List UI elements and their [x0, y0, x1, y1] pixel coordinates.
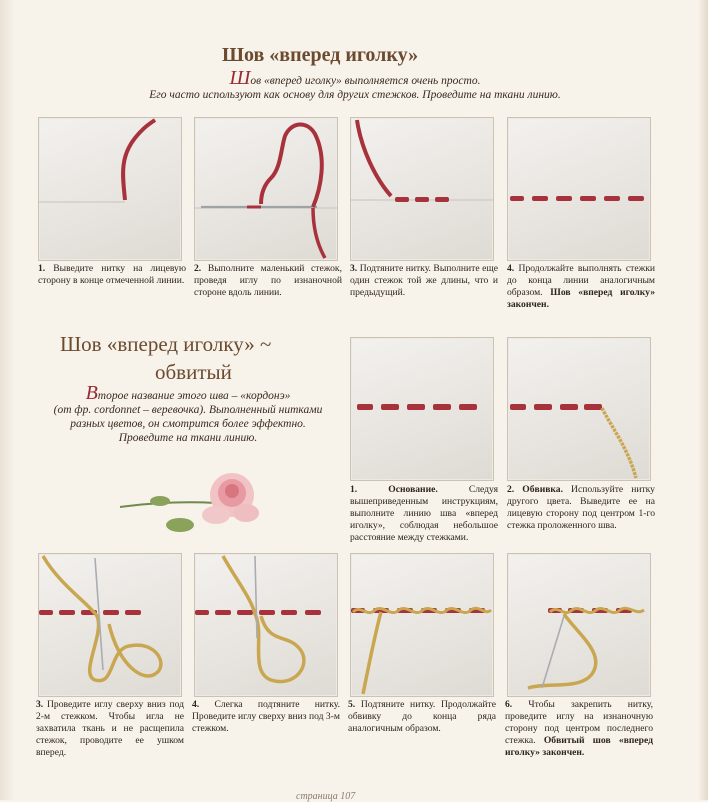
caption-base-step1-lead: Основание. [388, 484, 438, 495]
caption-base-step1 [350, 484, 498, 544]
section2-intro-line3: разных цветов, он смотрится более эффектно. [70, 418, 306, 430]
caption-wrap-step5-text: Подтяните нитку. Продолжайте обвивку до конца ряда аналогичным образом. [348, 699, 496, 734]
caption-step2-num: 2. [194, 263, 202, 274]
caption-base-step1-num: 1. [350, 484, 358, 495]
page-footer: страница 107 [296, 791, 356, 802]
caption-wrap-step3-num: 3. [36, 699, 44, 710]
section2-title-line1: Шов «вперед иголку» ~ [60, 332, 272, 356]
section2-intro-line2: (от фр. cordonnet – веревочка). Выполненный нитками [53, 404, 323, 416]
caption-wrap-step2-lead: Обвивка. [522, 484, 563, 495]
section2-title-line2: обвитый [155, 360, 232, 384]
section2-intro-line4: Проведите на ткани линию. [118, 432, 258, 444]
caption-step1-num: 1. [38, 263, 46, 274]
caption-step4-bold: Шов «вперед иголку» закончен. [507, 287, 655, 310]
caption-wrap-step5 [348, 699, 496, 735]
page-edge-left [0, 0, 14, 800]
section1-intro-line1: ов «вперед иголку» выполняется очень просто. [250, 75, 481, 87]
section2-intro-line1: торое название этого шва – «кордонэ» [97, 390, 291, 402]
caption-step3-text: Подтяните нитку. Выполните еще один стежок той же длины, что и предыдущий. [350, 263, 498, 298]
caption-wrap-step3-text: Проведите иглу сверху вниз под 2-м стежком. Чтобы игла не захватила ткань и не расщепила стежок, проводите ее ушком вперед. [36, 699, 184, 758]
caption-base-step1-text: Следуя вышеприведенным инструкциям, выполните линию шва «вперед иголку», соблюдая небольшое расстояние между стежками. [350, 484, 498, 543]
caption-step2 [194, 263, 342, 299]
caption-step2-text: Выполните маленький стежок, проведя иглу по изнаночной стороне вдоль линии. [194, 263, 342, 298]
caption-wrap-step6-bold: Обвитый шов «вперед иголку» закончен. [505, 735, 654, 758]
section1-title: Шов «вперед иголку» [222, 44, 419, 66]
rose-image [120, 463, 270, 553]
caption-wrap-step2-num: 2. [507, 484, 515, 495]
caption-step4-num: 4. [507, 263, 515, 274]
page-edge-right [698, 0, 708, 800]
photo-base-step1 [350, 337, 494, 481]
caption-step4-text: Продолжайте выполнять стежки до конца линии аналогичным образом. [507, 263, 655, 298]
caption-step4 [507, 263, 655, 311]
caption-step1-text: Выведите нитку на лицевую сторону в конце отмеченной линии. [38, 263, 186, 286]
caption-wrap-step5-num: 5. [348, 699, 356, 710]
photo-step1 [38, 117, 182, 261]
photo-wrap-step5 [350, 553, 494, 697]
caption-step3-num: 3. [350, 263, 358, 274]
caption-wrap-step2-text: Используйте нитку другого цвета. Выведите ее на лицевую сторону под центром 1-го стежка проложенного шва. [507, 484, 655, 531]
photo-wrap-step2 [507, 337, 651, 481]
caption-wrap-step6-num: 6. [505, 699, 513, 710]
section1-intro-line2: Его часто используют как основу для других стежков. Проведите на ткани линию. [149, 89, 561, 101]
caption-wrap-step6-text: Чтобы закрепить нитку, проведите иглу на изнаночную сторону под центром последнего стежка. [505, 699, 653, 746]
caption-wrap-step4-text: Слегка подтяните нитку. Проведите иглу сверху вниз под 3-м стежком. [192, 699, 340, 734]
caption-wrap-step4-num: 4. [192, 699, 200, 710]
caption-step3 [350, 263, 498, 299]
section2-intro [38, 382, 338, 445]
caption-wrap-step3 [36, 699, 184, 759]
photo-wrap-step6 [507, 553, 651, 697]
caption-wrap-step6 [505, 699, 653, 759]
section2-dropcap: В [85, 382, 98, 404]
photo-wrap-step3 [38, 553, 182, 697]
section1-dropcap: Ш [229, 67, 251, 89]
caption-wrap-step2 [507, 484, 655, 532]
caption-step1 [38, 263, 186, 287]
photo-step3 [350, 117, 494, 261]
photo-step2 [194, 117, 338, 261]
caption-wrap-step4 [192, 699, 340, 735]
photo-step4 [507, 117, 651, 261]
section1-intro [120, 67, 590, 102]
photo-wrap-step4 [194, 553, 338, 697]
